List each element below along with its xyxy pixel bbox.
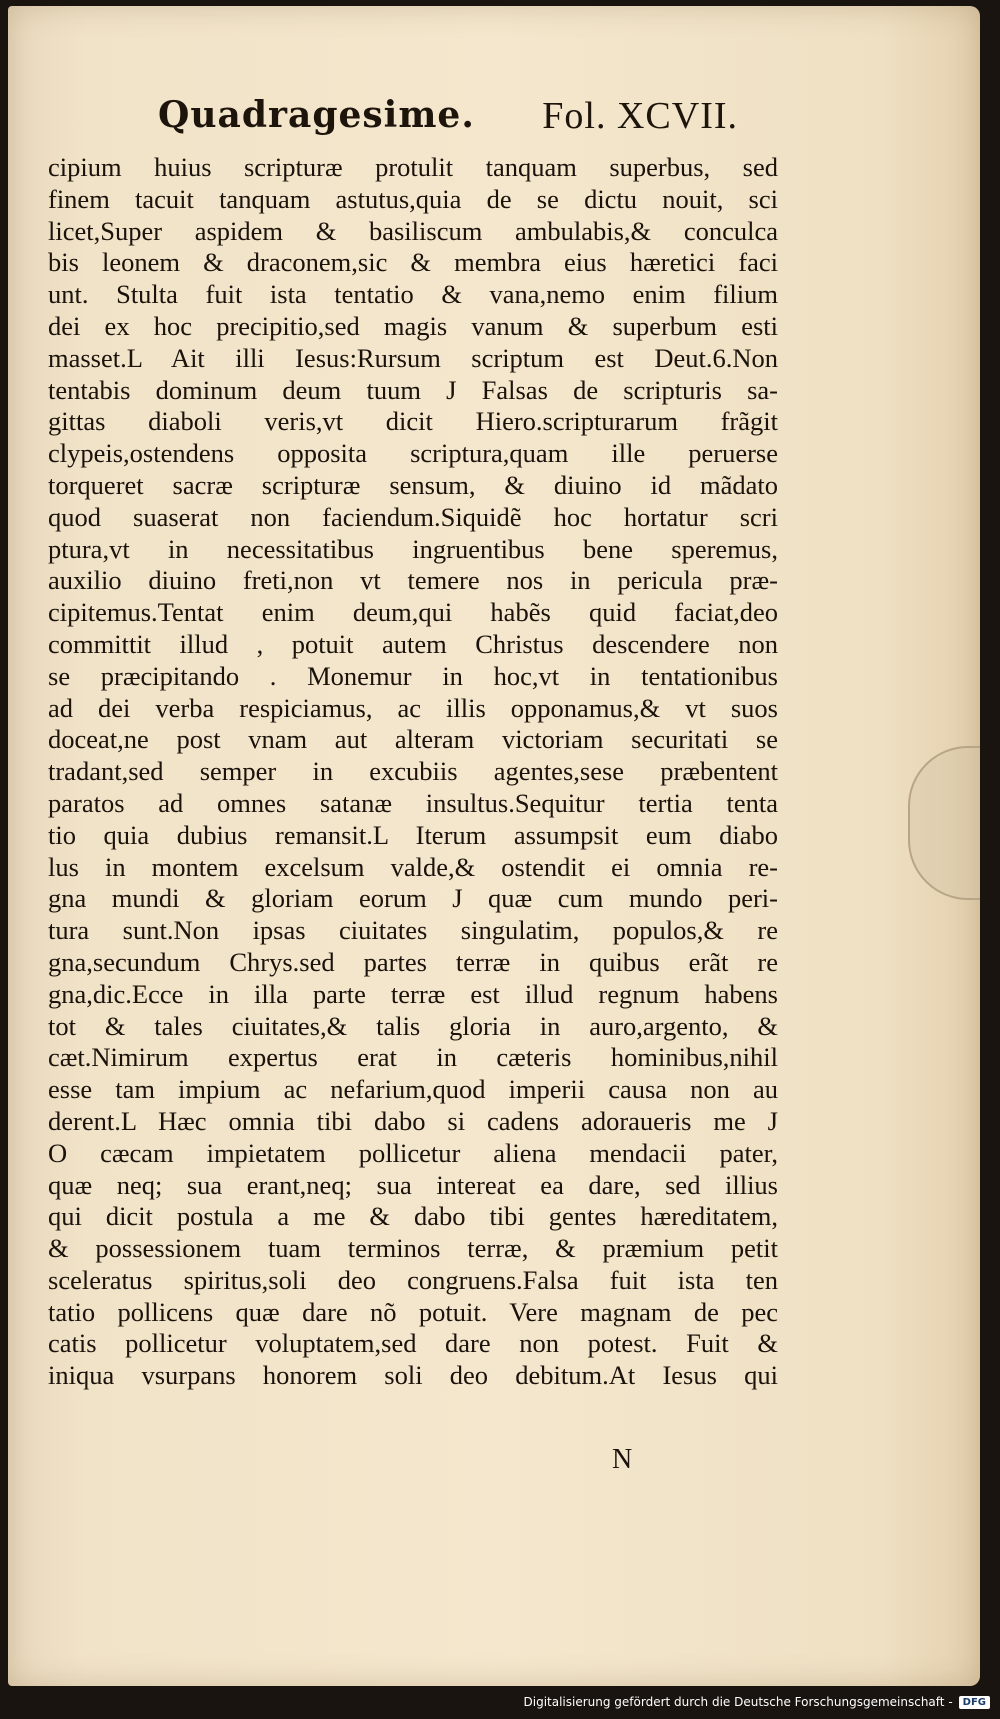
signature-mark: N [612,1444,633,1475]
text-line: tentabis dominum deum tuum J Falsas de scripturis sa- [48,374,778,405]
text-line: qui dicit postula a me & dabo tibi gentes hæreditatem, [48,1201,778,1232]
text-line: lus in montem excelsum valde,& ostendit ei omnia re- [48,851,778,882]
text-line: cæt.Nimirum expertus erat in cæteris hominibus,nihil [48,1042,778,1073]
text-line: doceat,ne post vnam aut alteram victoriam securitati se [48,724,778,755]
text-line: gittas diaboli veris,vt dicit Hiero.scripturarum frãgit [48,406,778,437]
text-line: paratos ad omnes satanæ insultus.Sequitur tertia tenta [48,787,778,818]
body-text [48,152,778,1392]
text-line: O cæcam impietatem pollicetur aliena mendacii pater, [48,1137,778,1168]
running-title: Quadragesime. [158,94,475,136]
text-line: unt. Stulta fuit ista tentatio & vana,nemo enim filium [48,279,778,310]
text-line: tio quia dubius remansit.L Iterum assumpsit eum diabo [48,819,778,850]
page-edge-curl [908,746,980,900]
text-line: clypeis,ostendens opposita scriptura,quam ille peruerse [48,438,778,469]
text-line: tot & tales ciuitates,& talis gloria in auro,argento, & [48,1010,778,1041]
text-line: gna,secundum Chrys.sed partes terræ in quibus erãt re [48,946,778,977]
footer-credit: Digitalisierung gefördert durch die Deutsche Forschungsgemeinschaft - [523,1695,953,1709]
text-line: gna mundi & gloriam eorum J quæ cum mundo peri- [48,883,778,914]
text-line: se præcipitando . Monemur in hoc,vt in tentationibus [48,660,778,691]
text-line: ptura,vt in necessitatibus ingruentibus bene speremus, [48,533,778,564]
text-line: masset.L Ait illi Iesus:Rursum scriptum est Deut.6.Non [48,342,778,373]
book-page [8,6,980,1686]
folio-number: Fol. XCVII. [542,95,738,137]
text-line: bis leonem & draconem,sic & membra eius hæretici faci [48,247,778,278]
text-line: quæ neq; sua erant,neq; sua intereat ea dare, sed illius [48,1169,778,1200]
text-line: iniqua vsurpans honorem soli deo debitum.At Iesus qui [48,1360,778,1391]
text-line: esse tam impium ac nefarium,quod imperii causa non au [48,1074,778,1105]
text-line: cipitemus.Tentat enim deum,qui habẽs quid faciat,deo [48,597,778,628]
digitization-footer [524,1691,991,1713]
text-line: tatio pollicens quæ dare nõ potuit. Vere magnam de pec [48,1296,778,1327]
text-line: auxilio diuino freti,non vt temere nos in pericula præ- [48,565,778,596]
text-line: licet,Super aspidem & basiliscum ambulabis,& conculca [48,215,778,246]
dfg-logo-icon: DFG [959,1696,990,1709]
text-line: finem tacuit tanquam astutus,quia de se dictu nouit, sci [48,183,778,214]
text-line: catis pollicetur voluptatem,sed dare non potest. Fuit & [48,1328,778,1359]
text-line: ad dei verba respiciamus, ac illis opponamus,& vt suos [48,692,778,723]
text-line: derent.L Hæc omnia tibi dabo si cadens adoraueris me J [48,1105,778,1136]
running-header [158,94,738,150]
text-line: torqueret sacræ scripturæ sensum, & diuino id mãdato [48,469,778,500]
text-line: quod suaserat non faciendum.Siquidẽ hoc hortatur scri [48,501,778,532]
text-line: & possessionem tuam terminos terræ, & præmium petit [48,1233,778,1264]
text-line: gna,dic.Ecce in illa parte terræ est illud regnum habens [48,978,778,1009]
text-line: cipium huius scripturæ protulit tanquam superbus, sed [48,152,778,182]
text-line: tradant,sed semper in excubiis agentes,sese præbentent [48,756,778,787]
text-line: sceleratus spiritus,soli deo congruens.Falsa fuit ista ten [48,1264,778,1295]
text-line: dei ex hoc precipitio,sed magis vanum & superbum esti [48,310,778,341]
text-line: tura sunt.Non ipsas ciuitates singulatim, populos,& re [48,915,778,946]
text-line: committit illud , potuit autem Christus descendere non [48,628,778,659]
